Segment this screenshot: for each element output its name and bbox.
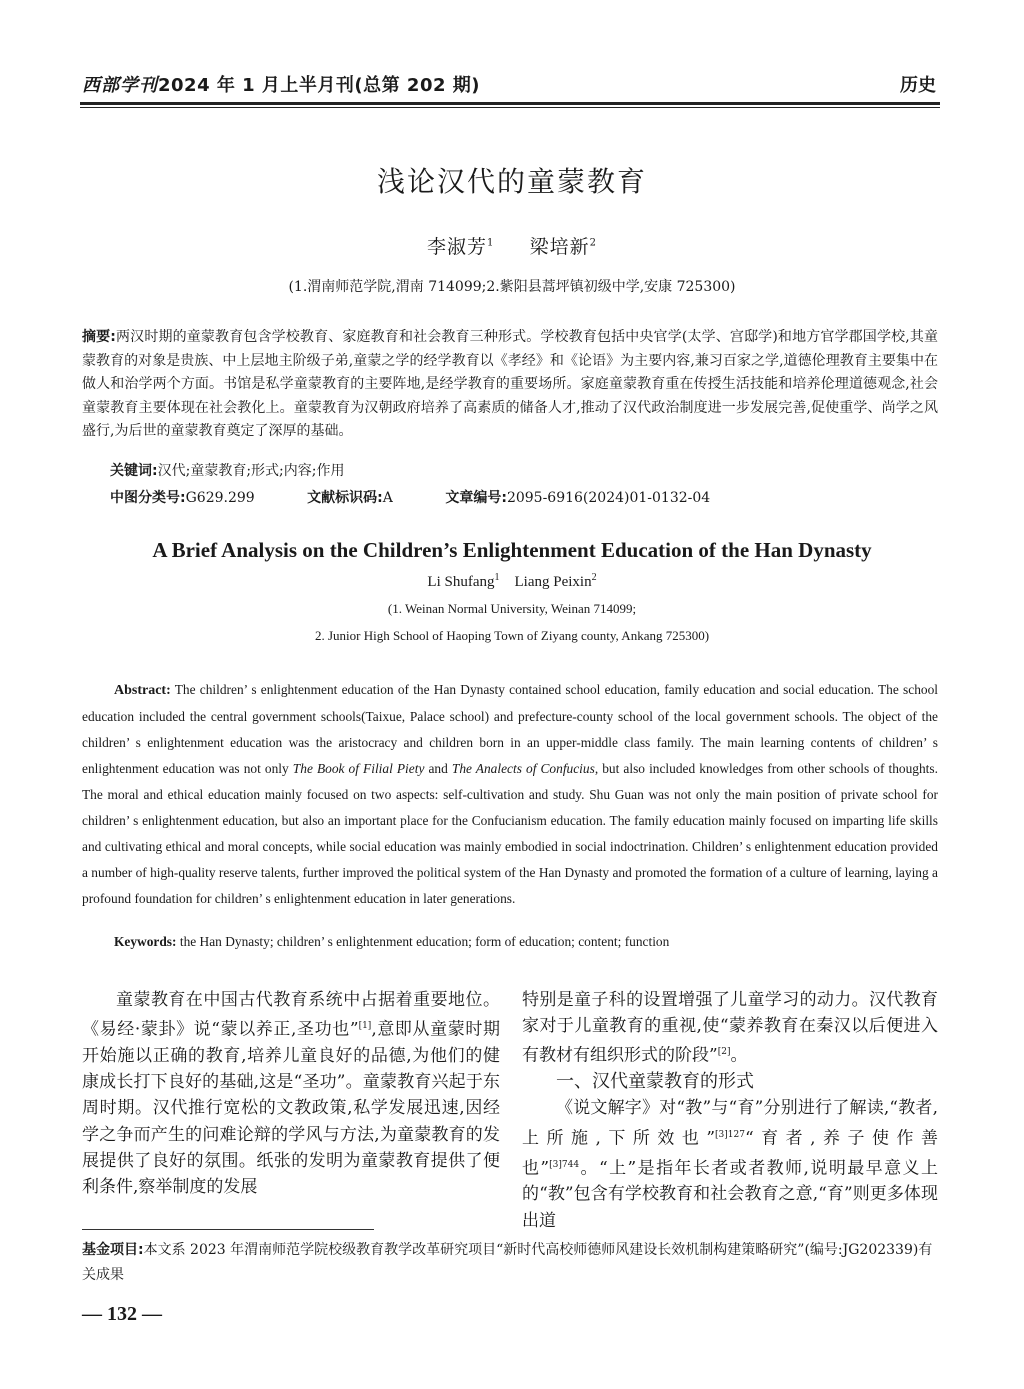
abstract-en-text-2: , but also included knowledges from other schools of thoughts. The moral and ethical education mainly focused on two aspects: self-cultivation and study. Shu Guan was not only the main position of private school for children’ s enlightenment education, but also an important place for the Confucianism education. The family education mainly focused on imparting life skills and cultivating ethical and moral concepts, while social education was mainly embodied in social indoctrination. Children’ s enlightenment education provided a number of high-quality reserve talents, further improved the political system of the Han Dynasty and promoted the formation of a culture of learning, laying a profound foundation for children’ s enlightenment education in later generations. [82, 761, 938, 906]
keywords-en-label: Keywords: [114, 934, 177, 949]
body-text: 《说文解字》对“教”与“育”分别进行了解读,“教者,上所施,下所效也” [522, 1098, 938, 1149]
classification-line [110, 487, 710, 507]
body-text: 特别是童子科的设置增强了儿童学习的动力。汉代教育家对于儿童教育的重视,使“蒙养教育在秦汉以后便进入有教材有组织形式的阶段” [522, 990, 938, 1067]
author-mark: 2 [589, 237, 597, 249]
paper-title-cn: 浅论汉代的童蒙教育 [376, 165, 647, 198]
paper-title-en: A Brief Analysis on the Children’s Enlightenment Education of the Han Dynasty [152, 538, 872, 562]
citation-ref: [2] [717, 1047, 731, 1058]
doc-code-label: 文献标识码: [307, 490, 383, 506]
author-mark: 1 [487, 237, 495, 249]
keywords-cn-label: 关键词: [110, 463, 158, 479]
abstract-cn-text: 两汉时期的童蒙教育包含学校教育、家庭教育和社会教育三种形式。学校教育包括中央官学(太学、宫邸学)和地方官学郡国学校,其童蒙教育的对象是贵族、中上层地主阶级子弟,童蒙之学的经学教育以《孝经》和《论语》为主要内容,兼习百家之学,道德伦理教育主要集中在做人和治学两个方面。书馆是私学童蒙教育的主要阵地,是经学教育的重要场所。家庭童蒙教育重在传授生活技能和培养伦理道德观念,社会童蒙教育主要体现在社会教化上。童蒙教育为汉朝政府培养了高素质的储备人才,推动了汉代政治制度进一步发展完善,促使重学、尚学之风盛行,为后世的童蒙教育奠定了深厚的基础。 [82, 329, 938, 439]
keywords-en-text: the Han Dynasty; children’ s enlightenment education; form of education; content; function [179, 934, 670, 949]
footnote-rule [82, 1229, 374, 1230]
journal-logo: 西部学刊 [82, 75, 158, 96]
citation-ref: [3]127 [715, 1129, 745, 1140]
author-mark-en: 1 [494, 572, 500, 583]
body-paragraph [522, 1095, 938, 1233]
funding-text: 本文系 2023 年渭南师范学院校级教育教学改革研究项目“新时代高校师德师风建设长效机制构建策略研究”(编号:JG202339)有关成果 [82, 1242, 933, 1283]
abstract-en-and: and [428, 761, 448, 776]
header-rule-thin [80, 107, 940, 108]
keywords-cn [110, 460, 344, 480]
section-heading: 一、汉代童蒙教育的形式 [556, 1071, 754, 1093]
funding-footnote [82, 1238, 938, 1288]
article-no-value: 2095-6916(2024)01-0132-04 [506, 490, 711, 506]
abstract-en-text-1: The children’ s enlightenment education of the Han Dynasty contained school education, family education and social education. The school education included the central government schools(Taixue, Palace school) and prefecture-county school of the local government schools. The object of the children’ s enlightenment education was the aristocracy and children born in an upper-middle class family. The main learning contents of children’ s enlightenment education was not only [82, 682, 938, 776]
page-number-value: 132 [107, 1303, 137, 1325]
body-column-left [82, 987, 500, 1200]
body-paragraph [522, 987, 938, 1069]
book-title-1: The Book of Filial Piety [292, 761, 425, 776]
article-no-label: 文章编号: [445, 490, 507, 506]
authors-en [0, 572, 1024, 591]
abstract-en-label: Abstract: [114, 683, 171, 698]
body-text: “育者,养子使作善也” [522, 1128, 938, 1179]
affiliation-en-1: (1. Weinan Normal University, Weinan 714099; [387, 601, 637, 616]
doc-code-value: A [382, 490, 393, 506]
abstract-en [82, 677, 938, 912]
body-text: 。“上”是指年长者或者教师,说明最早意义上的“教”包含有学校教育和社会教育之意,“育”则更多体现出道 [522, 1158, 938, 1231]
header-rule [80, 102, 940, 105]
author-name: 梁培新 [529, 236, 590, 258]
clc-label: 中图分类号: [110, 490, 186, 506]
authors-cn [0, 232, 1024, 259]
section-label: 历史 [900, 75, 936, 96]
body-text: ,意即从童蒙时期开始施以正确的教育,培养儿童良好的品德,为他们的健康成长打下良好的基础,这是“圣功”。童蒙教育兴起于东周时期。汉代推行宽松的文教政策,私学发展迅速,因经学之争而产生的问难论辩的学风与方法,为童蒙教育的发展提供了良好的氛围。纸张的发明为童蒙教育提供了便利条件,察举制度的发展 [82, 1019, 500, 1198]
issue-info: 2024 年 1 月上半月刊(总第 202 期) [158, 75, 480, 96]
abstract-cn-label: 摘要: [82, 329, 116, 345]
author-name-en: Li Shufang [427, 574, 495, 590]
author-mark-en: 2 [591, 572, 597, 583]
citation-ref: [1] [358, 1021, 372, 1032]
affiliation-en-2: 2. Junior High School of Haoping Town of Ziyang county, Ankang 725300) [314, 628, 710, 643]
citation-ref: [3]744 [549, 1159, 580, 1170]
affiliation-cn: (1.渭南师范学院,渭南 714099;2.紫阳县蒿坪镇初级中学,安康 725300) [288, 279, 736, 295]
abstract-cn [82, 326, 938, 444]
body-column-right [522, 987, 938, 1234]
page-number: — 132 — [82, 1303, 162, 1325]
body-text: 童蒙教育在中国古代教育系统中占据着重要地位。《易经·蒙卦》说“蒙以养正,圣功也” [82, 990, 500, 1040]
book-title-2: The Analects of Confucius [451, 761, 595, 776]
running-header [82, 71, 480, 97]
keywords-en [114, 934, 669, 950]
clc-value: G629.299 [185, 490, 255, 506]
keywords-cn-text: 汉代;童蒙教育;形式;内容;作用 [157, 463, 345, 479]
author-name-en: Liang Peixin [514, 574, 592, 590]
funding-label: 基金项目: [82, 1242, 144, 1258]
body-text: 。 [730, 1046, 748, 1067]
author-name: 李淑芳 [427, 236, 488, 258]
